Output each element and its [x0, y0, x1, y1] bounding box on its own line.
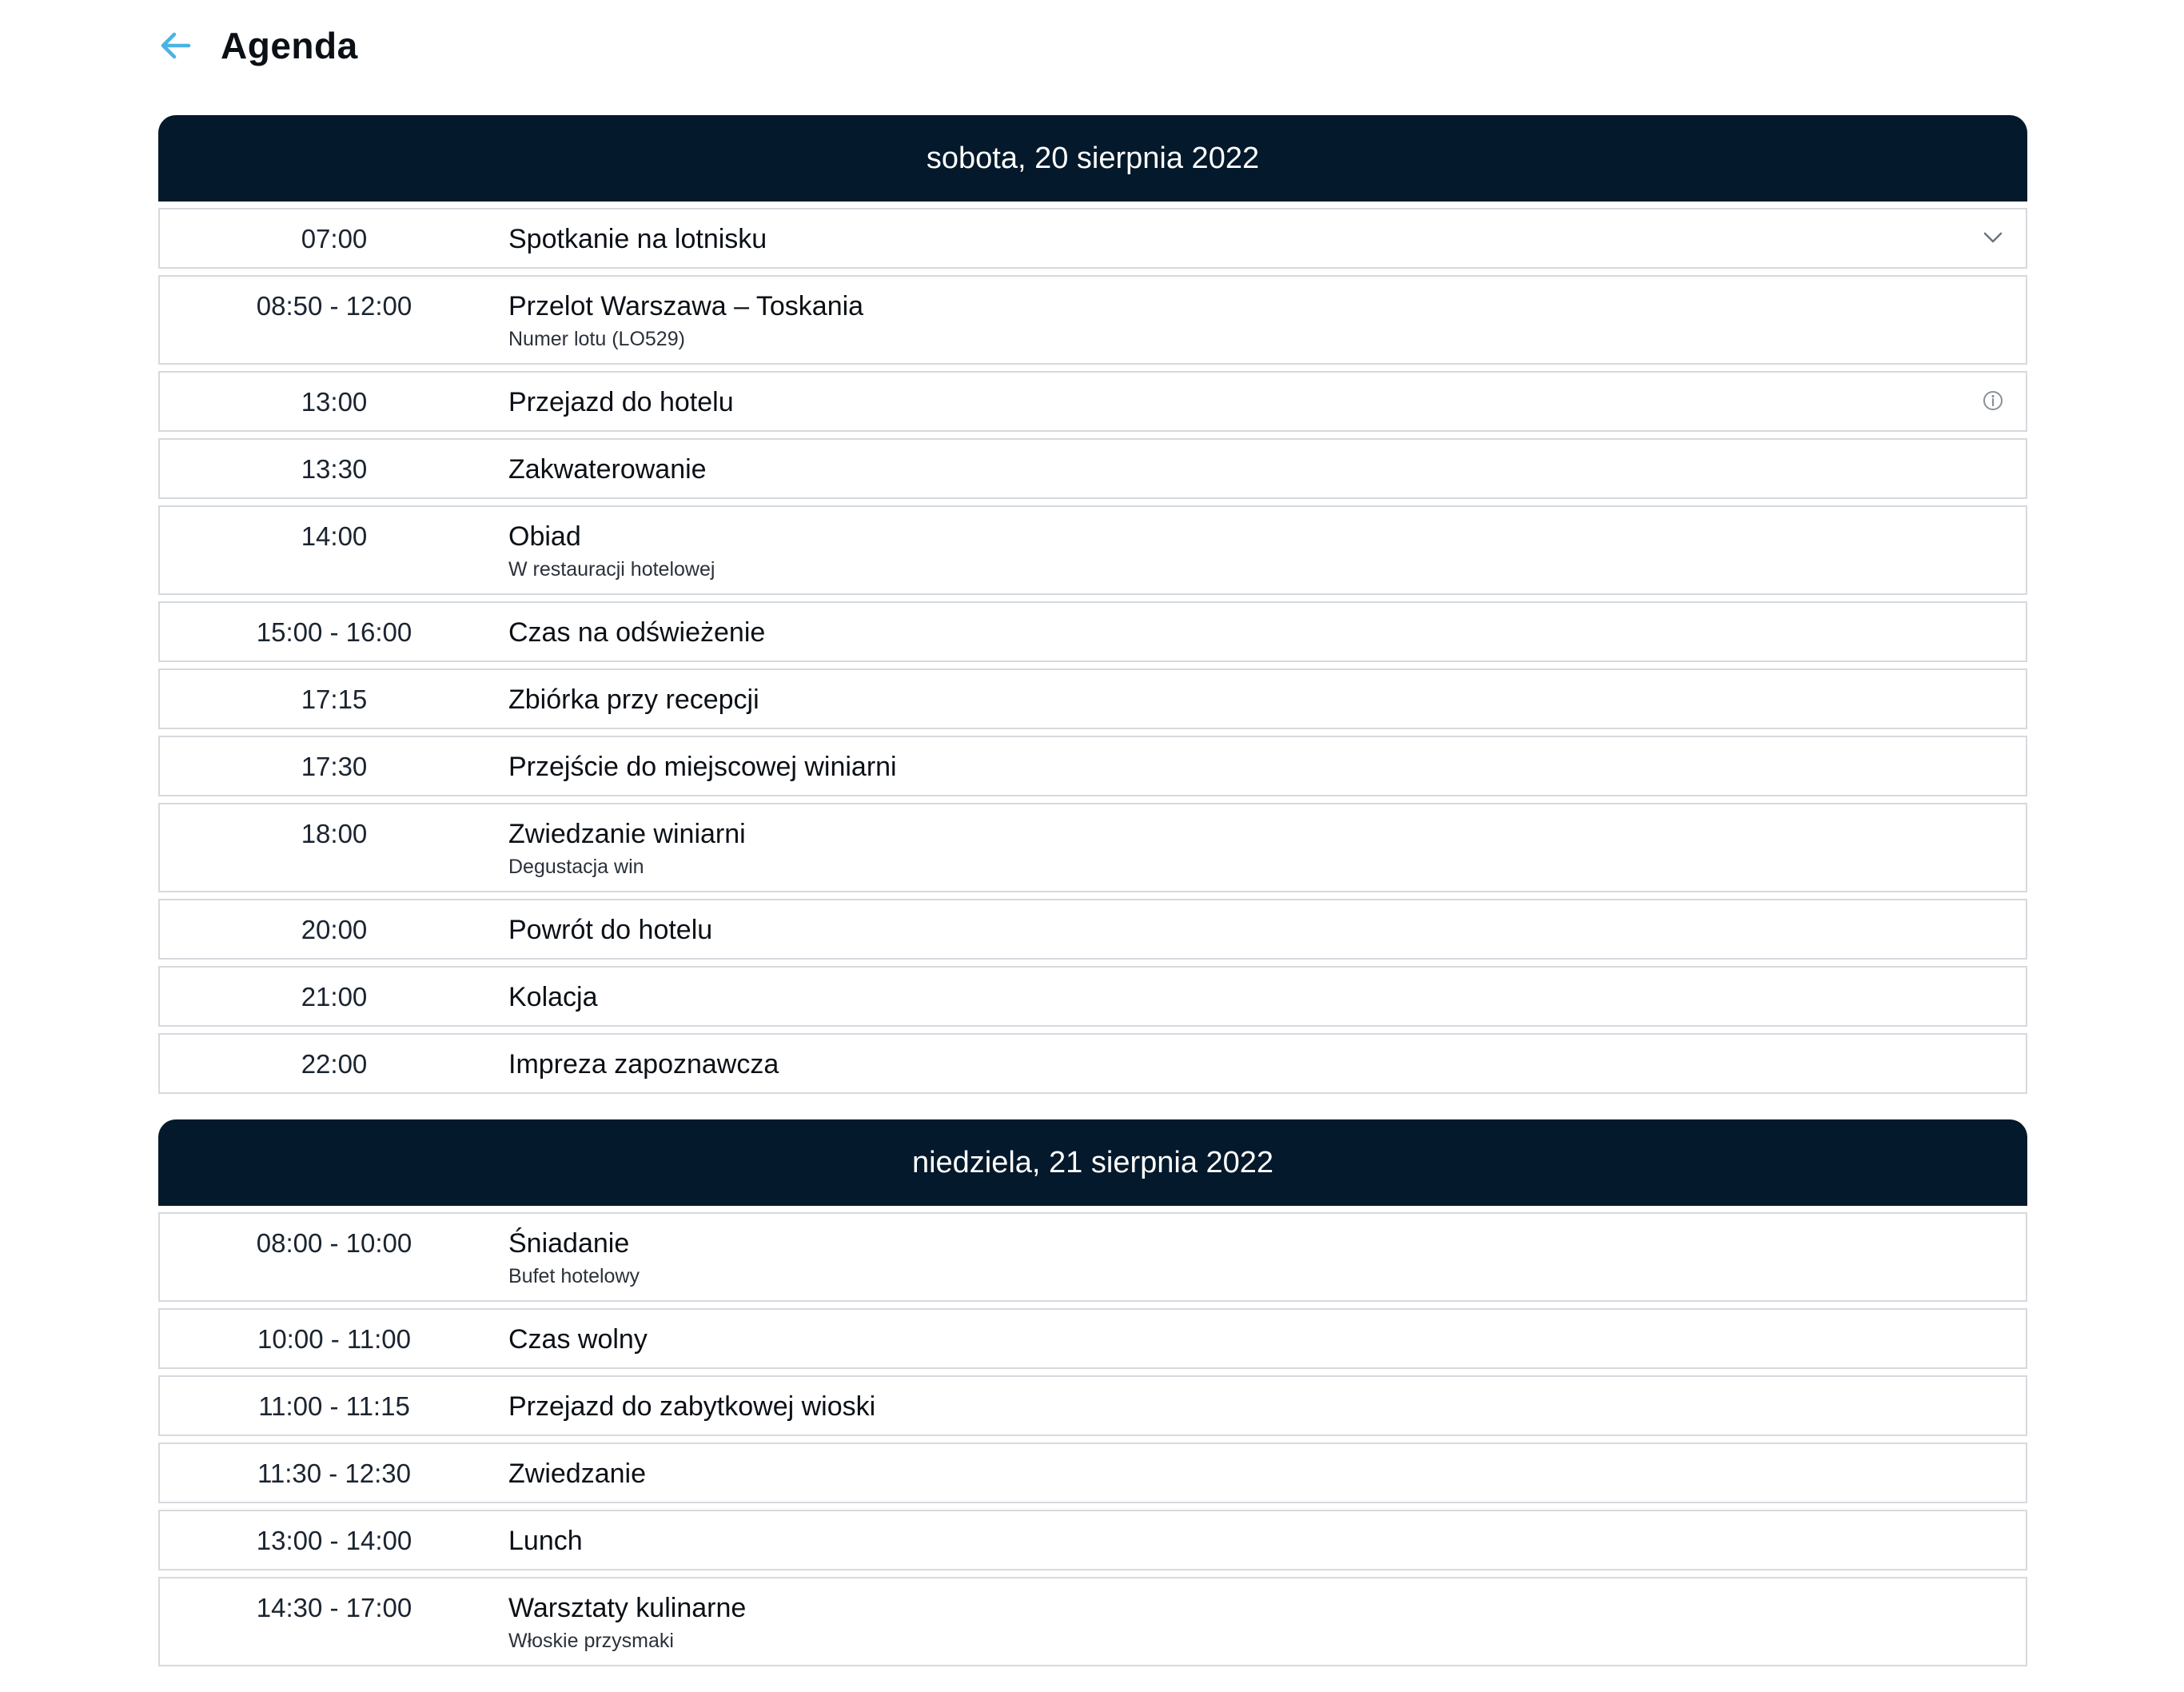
agenda-item-title: Spotkanie na lotnisku [508, 224, 767, 254]
agenda-item-title: Powrót do hotelu [508, 915, 713, 945]
agenda-item[interactable] [158, 601, 2027, 662]
agenda-item-time: 17:30 [301, 752, 368, 781]
agenda-item-time: 08:00 - 10:00 [256, 1228, 412, 1258]
chevron-down-icon[interactable] [1981, 225, 2005, 249]
agenda-item[interactable] [158, 1033, 2027, 1094]
agenda-item-title: Czas wolny [508, 1324, 648, 1355]
agenda-item-time: 21:00 [301, 982, 368, 1012]
agenda-item[interactable] [158, 668, 2027, 729]
agenda-item[interactable] [158, 275, 2027, 365]
agenda-item-text [508, 277, 863, 350]
agenda-item-title: Przejście do miejscowej winiarni [508, 752, 897, 782]
day-header: niedziela, 21 sierpnia 2022 [158, 1119, 2027, 1206]
agenda-item-text [508, 1310, 648, 1355]
agenda-item[interactable] [158, 966, 2027, 1027]
agenda-item[interactable] [158, 505, 2027, 595]
agenda-item[interactable] [158, 899, 2027, 960]
agenda-item-time: 11:00 - 11:15 [258, 1391, 410, 1421]
agenda-item-text [508, 1035, 779, 1079]
agenda-item-title: Zakwaterowanie [508, 454, 707, 485]
agenda-item-text [508, 440, 707, 485]
agenda-item-subtitle: Bufet hotelowy [508, 1265, 640, 1287]
back-button[interactable] [157, 27, 193, 64]
agenda-item-subtitle: Numer lotu (LO529) [508, 328, 685, 350]
agenda-item-title: Czas na odświeżenie [508, 617, 766, 648]
agenda-item-text [508, 1578, 746, 1652]
agenda-list [158, 115, 2027, 1692]
agenda-item-time: 17:15 [301, 684, 368, 714]
agenda-item-time: 15:00 - 16:00 [256, 617, 412, 647]
agenda-item-title: Przejazd do zabytkowej wioski [508, 1391, 876, 1422]
agenda-item-title: Warsztaty kulinarne [508, 1593, 747, 1623]
agenda-item[interactable] [158, 1443, 2027, 1503]
agenda-item-title: Przejazd do hotelu [508, 387, 734, 417]
agenda-item-text [508, 1214, 640, 1287]
agenda-item-title: Zbiórka przy recepcji [508, 684, 759, 715]
agenda-item-time: 11:30 - 12:30 [257, 1459, 412, 1488]
agenda-item-text [508, 900, 712, 945]
agenda-item-time: 07:00 [301, 224, 368, 253]
agenda-item-time: 10:00 - 11:00 [257, 1324, 412, 1354]
agenda-item[interactable] [158, 1577, 2027, 1666]
agenda-item-text [508, 1511, 583, 1556]
agenda-item-title: Przelot Warszawa – Toskania [508, 291, 864, 321]
agenda-item-time: 13:30 [301, 454, 368, 484]
agenda-item-title: Zwiedzanie [508, 1459, 646, 1489]
agenda-item-title: Lunch [508, 1526, 583, 1556]
agenda-item[interactable] [158, 208, 2027, 269]
agenda-item-text [508, 804, 746, 878]
agenda-item-subtitle: Degustacja win [508, 856, 644, 878]
agenda-item-time: 20:00 [301, 915, 368, 944]
info-icon[interactable] [1981, 389, 2005, 413]
agenda-item[interactable] [158, 736, 2027, 796]
agenda-item-title: Obiad [508, 521, 581, 552]
agenda-item-text [508, 373, 734, 417]
page-title: Agenda [221, 25, 358, 66]
agenda-item[interactable] [158, 1375, 2027, 1436]
agenda-item-subtitle: Włoskie przysmaki [508, 1630, 674, 1652]
agenda-item[interactable] [158, 1308, 2027, 1369]
agenda-item[interactable] [158, 438, 2027, 499]
agenda-item-time: 22:00 [301, 1049, 368, 1079]
agenda-item-title: Zwiedzanie winiarni [508, 819, 746, 849]
agenda-item-text [508, 210, 767, 254]
arrow-left-icon [159, 32, 191, 59]
agenda-day [158, 115, 2027, 1094]
agenda-item-title: Śniadanie [508, 1228, 630, 1259]
agenda-item-subtitle: W restauracji hotelowej [508, 558, 715, 581]
agenda-item-title: Impreza zapoznawcza [508, 1049, 779, 1079]
agenda-item-time: 13:00 - 14:00 [256, 1526, 412, 1555]
agenda-item-text [508, 507, 715, 581]
agenda-item-text [508, 603, 765, 648]
agenda-item[interactable] [158, 1510, 2027, 1570]
agenda-day [158, 1119, 2027, 1666]
agenda-item-time: 14:30 - 17:00 [256, 1593, 412, 1622]
agenda-item-title: Kolacja [508, 982, 598, 1012]
agenda-item-text [508, 968, 598, 1012]
agenda-item-time: 14:00 [301, 521, 368, 551]
agenda-item-text [508, 737, 897, 782]
agenda-item-time: 18:00 [301, 819, 368, 848]
agenda-item-text [508, 670, 759, 715]
agenda-item-time: 13:00 [301, 387, 368, 417]
top-bar [157, 21, 358, 70]
agenda-item[interactable] [158, 1212, 2027, 1302]
agenda-item[interactable] [158, 371, 2027, 432]
day-header: sobota, 20 sierpnia 2022 [158, 115, 2027, 202]
agenda-item[interactable] [158, 803, 2027, 892]
agenda-item-text [508, 1444, 646, 1489]
agenda-item-text [508, 1377, 875, 1422]
agenda-item-time: 08:50 - 12:00 [256, 291, 412, 321]
